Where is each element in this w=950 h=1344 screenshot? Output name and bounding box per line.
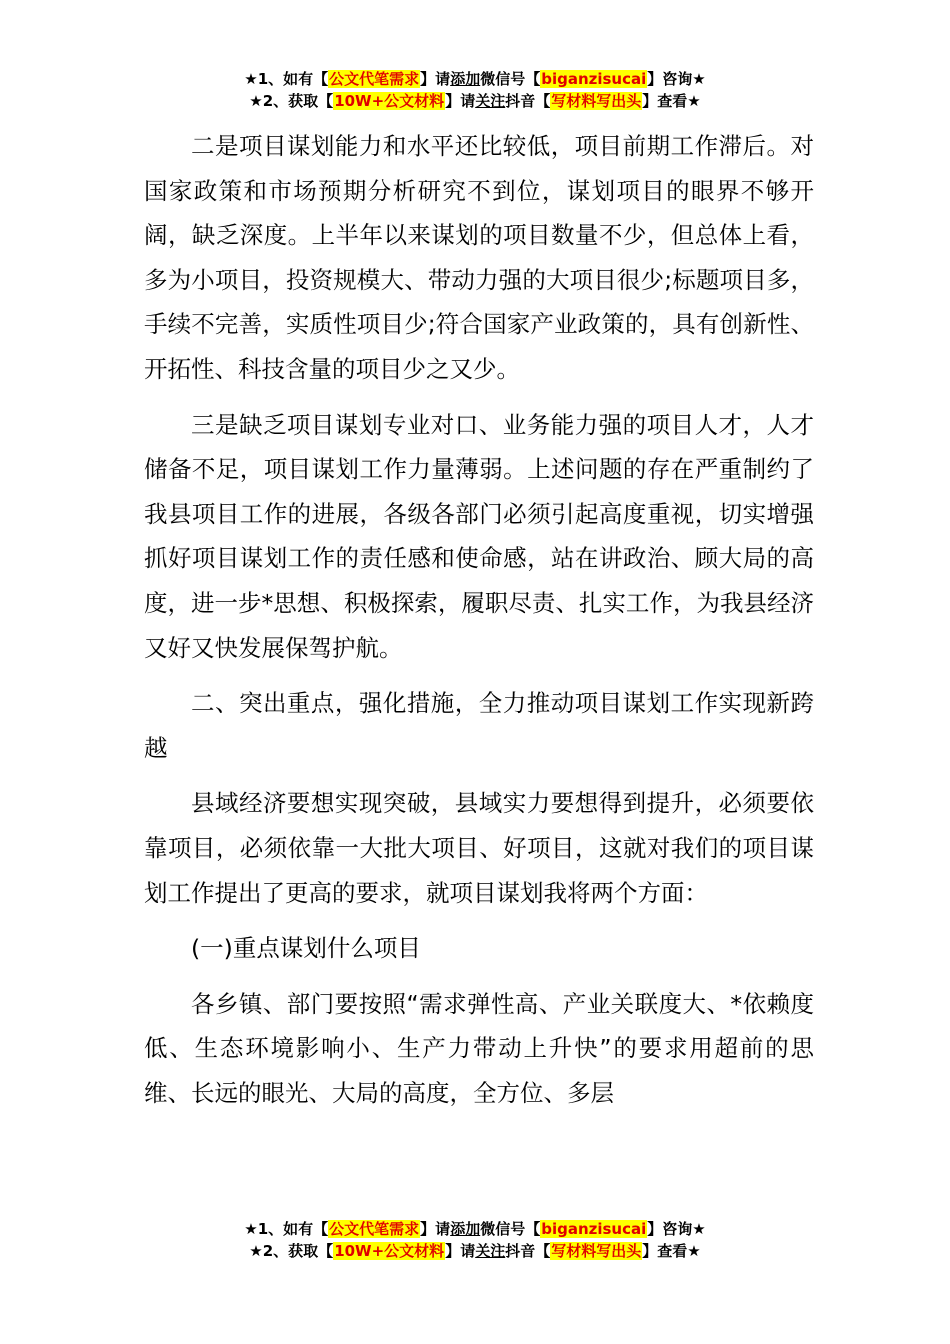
douyin-id-highlight: 写材料写出头 bbox=[551, 1242, 642, 1260]
banner-text: ★2、获取【 bbox=[249, 1242, 334, 1260]
banner-line-2 bbox=[0, 1240, 950, 1262]
paragraph: 三是缺乏项目谋划专业对口、业务能力强的项目人才，人才储备不足，项目谋划工作力量薄弱。上述问题的存在严重制约了我县项目工作的进展，各级各部门必须引起高度重视，切实增强抓好项目谋划工作的责任感和使命感，站在讲政治、顾大局的高度，进一步*思想、积极探索，履职尽责、扎实工作，为我县经济又好又快发展保驾护航。 bbox=[144, 410, 814, 662]
banner-text: ★2、获取【 bbox=[249, 92, 334, 110]
banner-text: 抖音【 bbox=[505, 92, 551, 110]
banner-text: 微信号【 bbox=[480, 1220, 541, 1238]
banner-line-2 bbox=[0, 90, 950, 112]
banner-text: 】请 bbox=[420, 70, 451, 88]
wechat-id-highlight: biganzisucai bbox=[541, 1220, 647, 1238]
banner-text: 微信号【 bbox=[480, 70, 541, 88]
paragraph: 二是项目谋划能力和水平还比较低，项目前期工作滞后。对国家政策和市场预期分析研究不到位，谋划项目的眼界不够开阔，缺乏深度。上半年以来谋划的项目数量不少，但总体上看，多为小项目，投资规模大、带动力强的大项目很少;标题项目多，手续不完善，实质性项目少;符合国家产业政策的，具有创新性、开拓性、科技含量的项目少之又少。 bbox=[144, 132, 814, 383]
paragraph: 县域经济要想实现突破，县域实力要想得到提升，必须要依靠项目，必须依靠一大批大项目、好项目，这就对我们的项目谋划工作提出了更高的要求，就项目谋划我将两个方面： bbox=[144, 789, 814, 907]
banner-line-1 bbox=[0, 1218, 950, 1240]
subsection-heading: (一)重点谋划什么项目 bbox=[191, 934, 421, 963]
highlight-text: 10W+公文材料 bbox=[334, 1242, 445, 1260]
underlined-text: 添加 bbox=[450, 1220, 481, 1238]
header-banner bbox=[0, 68, 950, 112]
underlined-text: 添加 bbox=[450, 70, 481, 88]
banner-text: ★1、如有【 bbox=[244, 1220, 329, 1238]
douyin-id-highlight: 写材料写出头 bbox=[551, 92, 642, 110]
banner-text: 】请 bbox=[420, 1220, 451, 1238]
highlight-text: 10W+公文材料 bbox=[334, 92, 445, 110]
banner-text: 】咨询★ bbox=[647, 1220, 706, 1238]
banner-text: 抖音【 bbox=[505, 1242, 551, 1260]
banner-text: 】请 bbox=[445, 92, 476, 110]
underlined-text: 关注 bbox=[475, 1242, 506, 1260]
paragraph: 各乡镇、部门要按照“需求弹性高、产业关联度大、*依赖度低、生态环境影响小、生产力带动上升快”的要求用超前的思维、长远的眼光、大局的高度，全方位、多层 bbox=[144, 989, 814, 1107]
section-heading: 二、突出重点，强化措施，全力推动项目谋划工作实现新跨越 bbox=[144, 689, 814, 762]
banner-text: 】查看★ bbox=[642, 92, 701, 110]
footer-banner bbox=[0, 1218, 950, 1262]
banner-line-1 bbox=[0, 68, 950, 90]
document-body bbox=[144, 124, 814, 1126]
banner-text: 】查看★ bbox=[642, 1242, 701, 1260]
banner-text: 】请 bbox=[445, 1242, 476, 1260]
banner-text: 】咨询★ bbox=[647, 70, 706, 88]
banner-text: ★1、如有【 bbox=[244, 70, 329, 88]
highlight-text: 公文代笔需求 bbox=[329, 70, 420, 88]
underlined-text: 关注 bbox=[475, 92, 506, 110]
highlight-text: 公文代笔需求 bbox=[329, 1220, 420, 1238]
wechat-id-highlight: biganzisucai bbox=[541, 70, 647, 88]
